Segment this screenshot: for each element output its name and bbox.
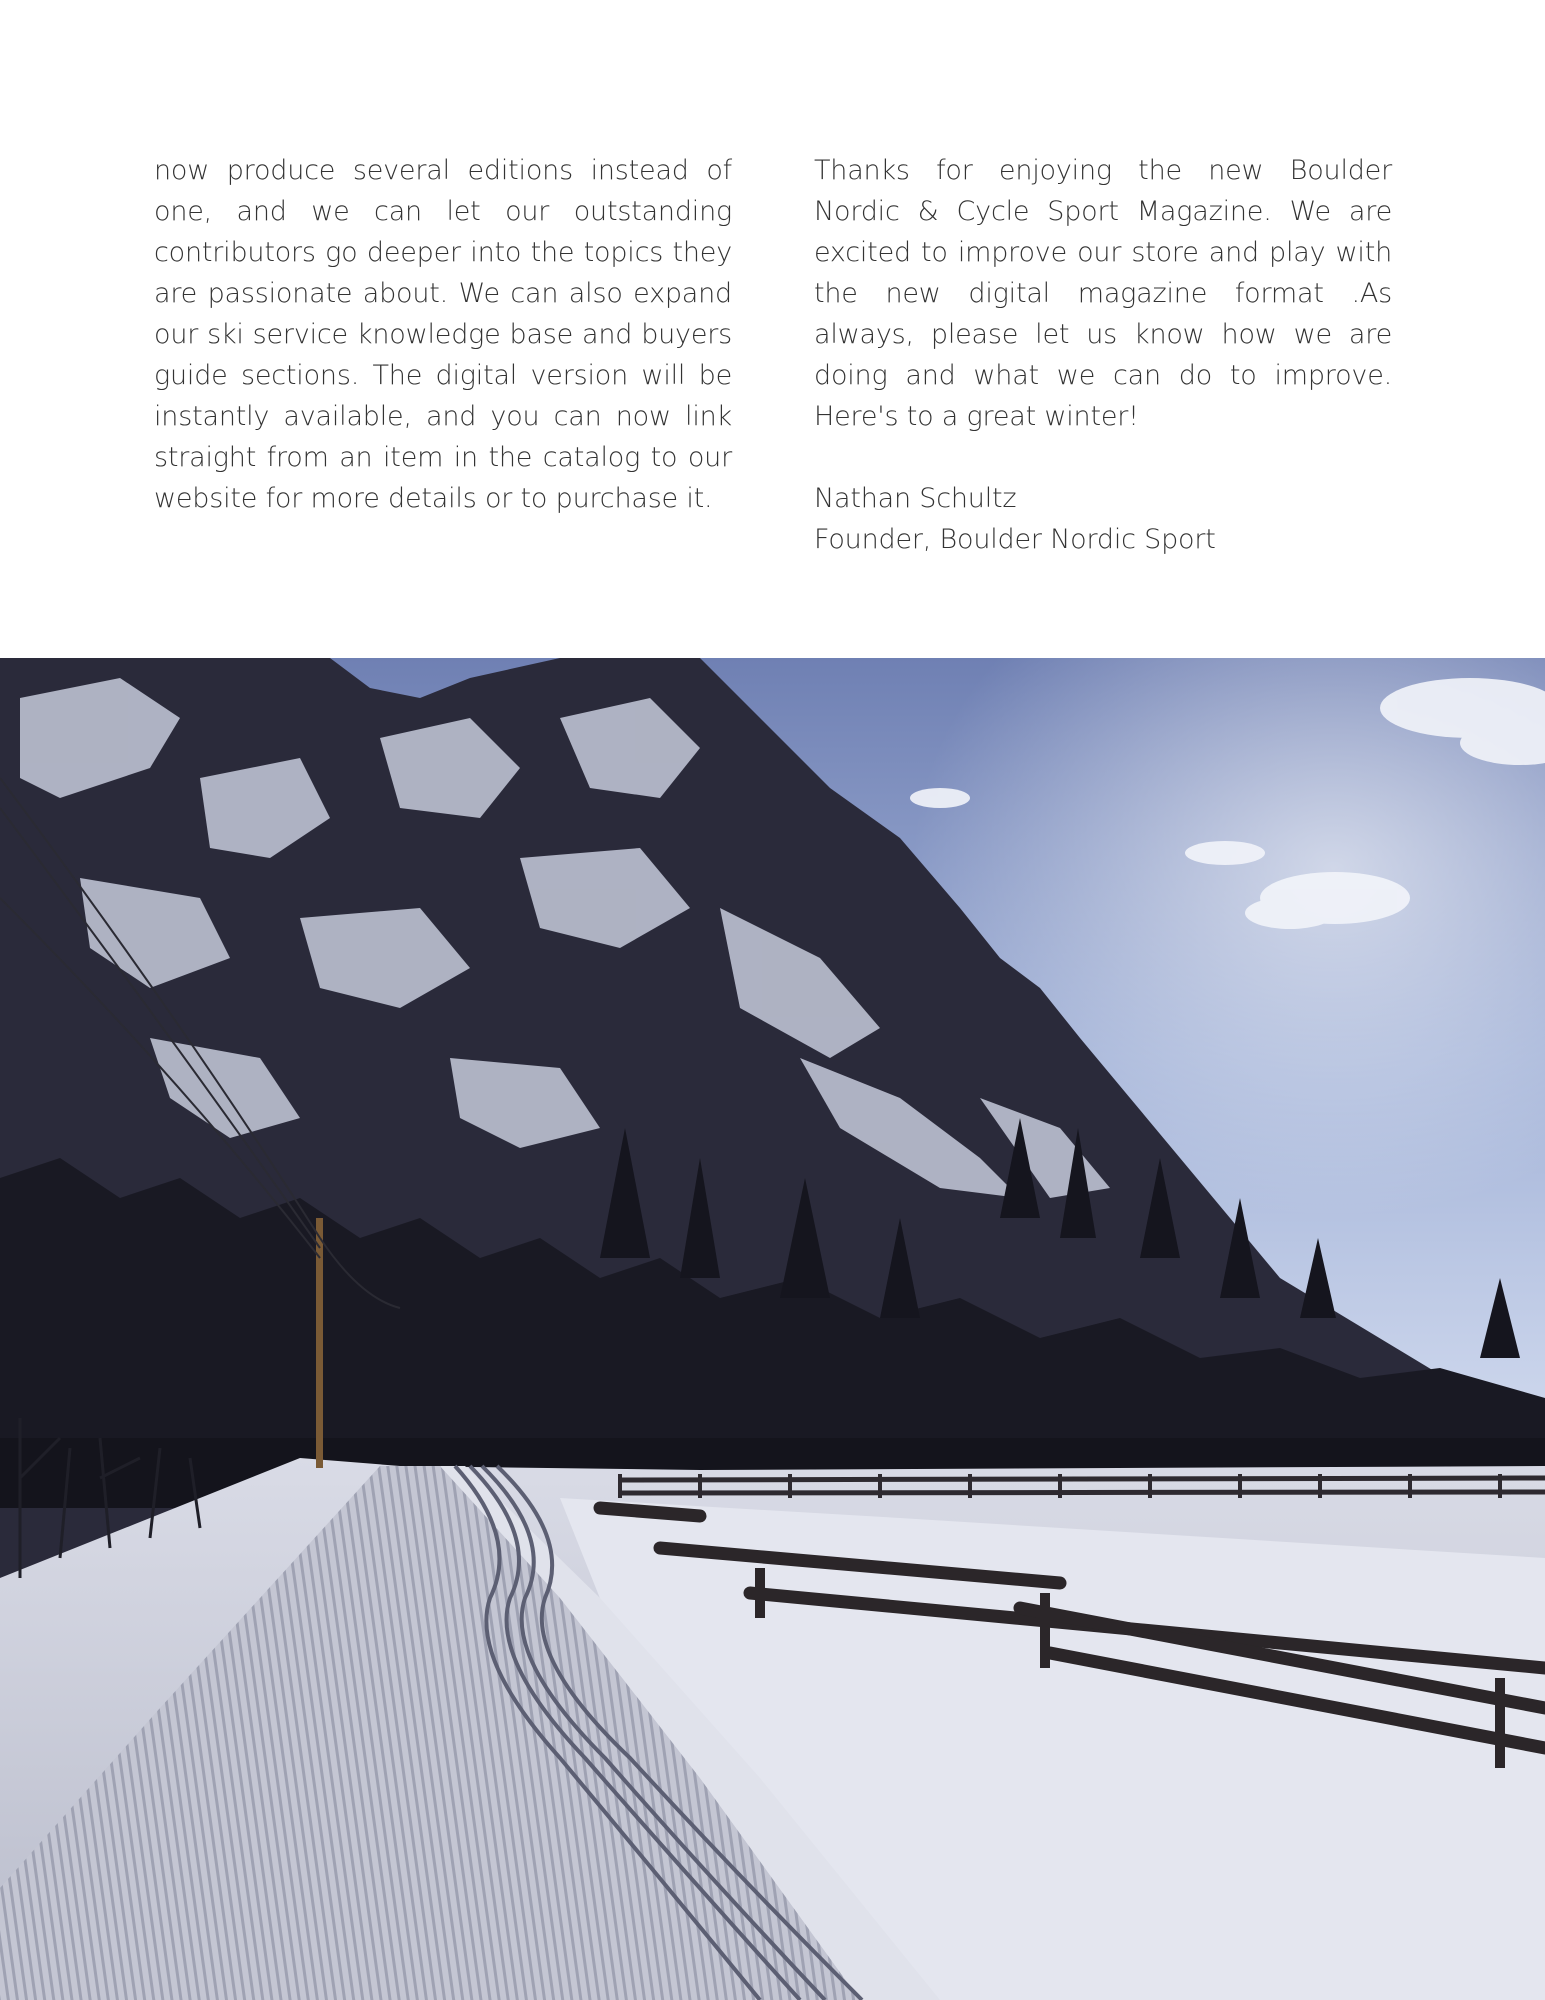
left-column [154, 150, 732, 519]
winter-landscape-illustration [0, 658, 1545, 2000]
signature-block [814, 478, 1392, 560]
left-column-paragraph: now produce several editions instead of one, and we can let our outstanding contributors go deeper into the topics they are passionate about. We can also expand our ski service knowledge base and buyers guide sections. The digital version will be instantly available, and you can now link straight from an item in the catalog to our website for more details or to purchase it. [154, 155, 732, 514]
signature-name: Nathan Schultz [814, 483, 1017, 514]
right-column [814, 150, 1392, 560]
winter-trail-photo [0, 658, 1545, 2000]
right-column-paragraph: Thanks for enjoying the new Boulder Nordic & Cycle Sport Magazine. We are excited to improve our store and play with the new digital magazine format .As always, please let us know how we are doing and what we can do to improve. Here's to a great winter! [814, 155, 1392, 432]
article-text-section [0, 0, 1545, 658]
signature-title: Founder, Boulder Nordic Sport [814, 524, 1216, 555]
